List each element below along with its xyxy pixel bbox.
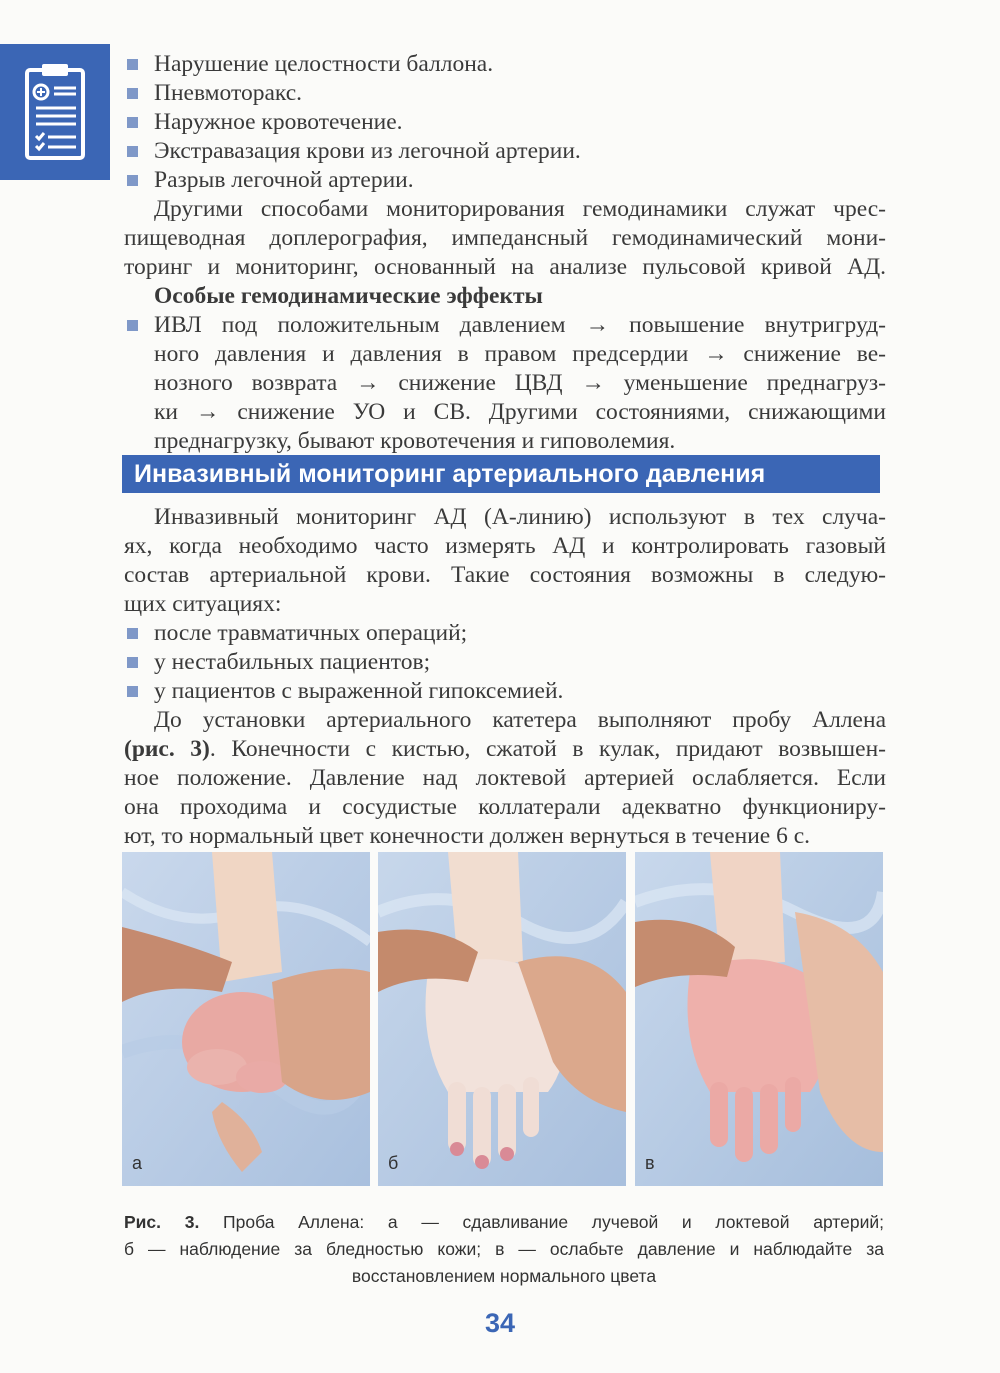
list-item: Разрыв легочной артерии. xyxy=(124,166,886,195)
list-item: ИВЛ под положительным давлением → повышение внутригруд- xyxy=(124,311,886,340)
caption-text: Проба Аллена: а — сдавливание лучевой и локтевой артерий; xyxy=(199,1212,885,1232)
paragraph-line: До установки артериального катетера выполняют пробу Аллена xyxy=(154,707,886,733)
list-item-continuation: нозного возврата → снижение ЦВД → уменьшение преднагруз- xyxy=(154,370,886,396)
figure-panel-a xyxy=(122,852,370,1186)
paragraph-line xyxy=(124,735,886,764)
list-item-continuation: ного давления и давления в правом предсердии → снижение ве- xyxy=(154,341,886,367)
paragraph-line: состав артериальной крови. Такие состояния возможны в следую- xyxy=(124,562,886,588)
list-item-continuation: преднагрузку, бывают кровотечения и гиповолемия. xyxy=(154,428,676,454)
hand-pale-photo-icon xyxy=(378,852,626,1186)
caption-line xyxy=(124,1209,884,1236)
paragraph-text: . Конечности с кистью, сжатой в кулак, придают возвышен- xyxy=(209,736,886,762)
list-item: после травматичных операций; xyxy=(124,619,886,648)
list-item-continuation: ки → снижение УО и СВ. Другими состояниями, снижающими xyxy=(154,399,886,425)
page-number: 34 xyxy=(484,1308,516,1338)
paragraph-line: пищеводная доплерография, импедансный гемодинамический мони- xyxy=(124,225,886,251)
caption-label: Рис. 3. xyxy=(124,1212,200,1232)
chapter-side-tab xyxy=(0,44,110,180)
paragraph-line: торинг и мониторинг, основанный на анализе пульсовой кривой АД. xyxy=(124,254,886,280)
figure-letter: а xyxy=(132,1153,143,1173)
paragraph-line: ют, то нормальный цвет конечности должен вернуться в течение 6 с. xyxy=(124,823,811,849)
figure-panel-c xyxy=(635,852,883,1186)
list-item: Пневмоторакс. xyxy=(124,79,886,108)
hand-pink-photo-icon xyxy=(635,852,883,1186)
hand-fist-photo-icon xyxy=(122,852,370,1186)
paragraph-line: ное положение. Давление над локтевой артерией ослабляется. Если xyxy=(124,765,886,791)
caption-line: б — наблюдение за бледностью кожи; в — ослабьте давление и наблюдайте за xyxy=(124,1239,884,1259)
list-item: Наружное кровотечение. xyxy=(124,108,886,137)
figure-reference: (рис. 3) xyxy=(124,736,210,762)
invasive-text-block xyxy=(124,503,886,851)
paragraph-line: она проходима и сосудистые коллатерали адекватно функциониру- xyxy=(124,794,886,820)
section-heading: Инвазивный мониторинг артериального давления xyxy=(122,455,880,493)
caption-line: восстановлением нормального цвета xyxy=(351,1266,657,1286)
list-item: у пациентов с выраженной гипоксемией. xyxy=(124,677,886,706)
list-item: Нарушение целостности баллона. xyxy=(124,50,886,79)
subheading: Особые гемодинамические эффекты xyxy=(154,283,543,309)
list-item: у нестабильных пациентов; xyxy=(124,648,886,677)
paragraph-line: Другими способами мониторирования гемодинамики служат чрес- xyxy=(154,196,886,222)
figure-letter: б xyxy=(388,1153,399,1173)
figure-panel-b xyxy=(378,852,626,1186)
figure-letter: в xyxy=(645,1153,655,1173)
paragraph-line: щих ситуациях: xyxy=(124,591,282,617)
paragraph-line: ях, когда необходимо часто измерять АД и контролировать газовый xyxy=(124,533,886,559)
paragraph-line: Инвазивный мониторинг АД (А-линию) используют в тех случа- xyxy=(154,504,886,530)
clipboard-icon xyxy=(24,62,86,162)
top-text-block xyxy=(124,50,886,456)
list-item: Экстравазация крови из легочной артерии. xyxy=(124,137,886,166)
figure-caption xyxy=(124,1209,884,1290)
